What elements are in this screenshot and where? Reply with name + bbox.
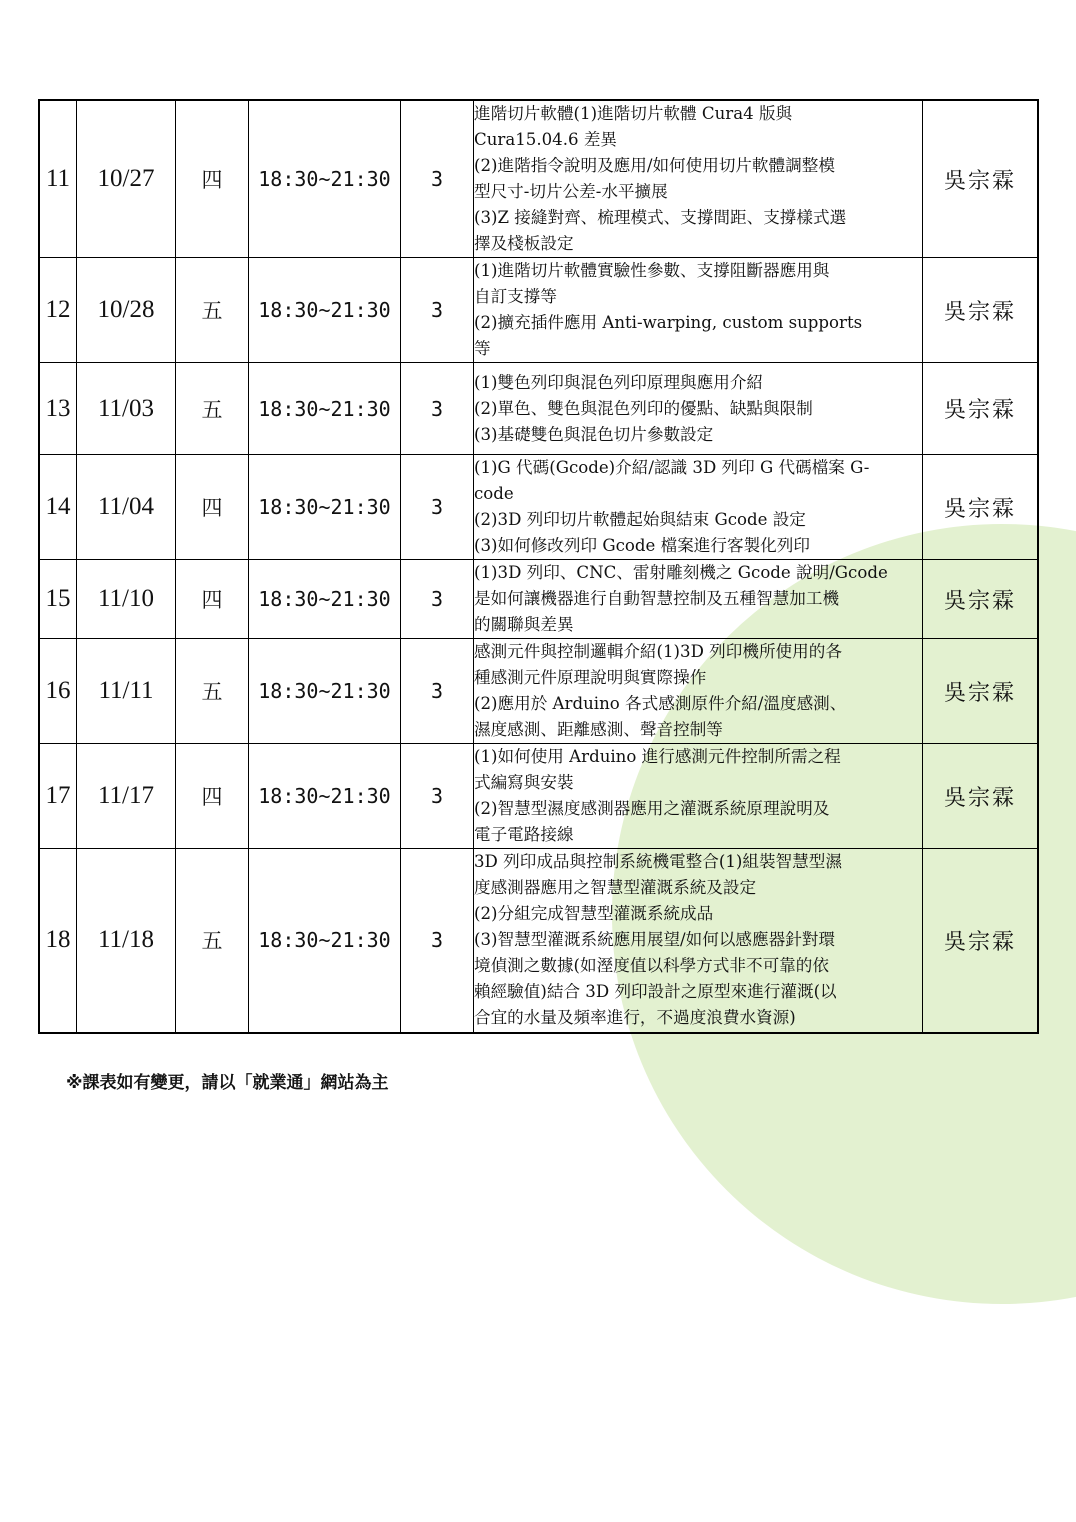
content-line: (3)Z 接縫對齊、梳理模式、支撐間距、支撐樣式選 <box>474 208 847 227</box>
table-row <box>39 258 1038 363</box>
content-line: 電子電路接線 <box>474 825 574 844</box>
session-date: 11/10 <box>77 560 176 639</box>
session-date: 10/28 <box>77 258 176 363</box>
session-date: 11/03 <box>77 363 176 455</box>
session-time: 18:30~21:30 <box>249 849 401 1033</box>
session-time: 18:30~21:30 <box>249 639 401 744</box>
session-hours: 3 <box>401 258 474 363</box>
session-hours: 3 <box>401 560 474 639</box>
content-line: (1)雙色列印與混色列印原理與應用介紹 <box>474 372 764 392</box>
session-hours: 3 <box>401 100 474 258</box>
session-weekday: 四 <box>176 455 249 560</box>
session-teacher: 吳宗霖 <box>923 455 1039 560</box>
table-row <box>39 455 1038 560</box>
session-number: 17 <box>39 744 77 849</box>
session-time: 18:30~21:30 <box>249 455 401 560</box>
content-line: 度感測器應用之智慧型灌溉系統及設定 <box>474 878 757 898</box>
session-content <box>474 363 923 455</box>
table-row <box>39 100 1038 258</box>
session-content <box>474 258 923 363</box>
table-row <box>39 849 1038 1033</box>
content-line: (2)3D 列印切片軟體起始與結束 Gcode 設定 <box>474 510 806 529</box>
content-line: (2)分組完成智慧型灌溉系統成品 <box>474 904 714 924</box>
session-number: 15 <box>39 560 77 639</box>
session-hours: 3 <box>401 744 474 849</box>
content-line: (1)進階切片軟體實驗性參數、支撐阻斷器應用與 <box>474 261 830 280</box>
session-teacher: 吳宗霖 <box>923 100 1039 258</box>
session-content <box>474 744 923 849</box>
session-hours: 3 <box>401 849 474 1033</box>
session-number: 16 <box>39 639 77 744</box>
session-hours: 3 <box>401 363 474 455</box>
session-weekday: 五 <box>176 639 249 744</box>
content-line: (3)如何修改列印 Gcode 檔案進行客製化列印 <box>474 536 810 555</box>
table-row <box>39 744 1038 849</box>
session-teacher: 吳宗霖 <box>923 849 1039 1033</box>
session-number: 11 <box>39 100 77 258</box>
session-time: 18:30~21:30 <box>249 744 401 849</box>
content-line: 合宜的水量及頻率進行，不過度浪費水資源) <box>474 1008 796 1028</box>
session-date: 10/27 <box>77 100 176 258</box>
session-number: 18 <box>39 849 77 1033</box>
content-line: Cura15.04.6 差異 <box>474 130 618 149</box>
session-number: 13 <box>39 363 77 455</box>
table-row <box>39 363 1038 455</box>
content-line: 濕度感測、距離感測、聲音控制等 <box>474 720 723 739</box>
session-teacher: 吳宗霖 <box>923 639 1039 744</box>
session-content <box>474 100 923 258</box>
content-line: 自訂支撐等 <box>474 287 557 306</box>
session-teacher: 吳宗霖 <box>923 744 1039 849</box>
session-weekday: 四 <box>176 100 249 258</box>
session-time: 18:30~21:30 <box>249 258 401 363</box>
content-line: 進階切片軟體(1)進階切片軟體 Cura4 版與 <box>474 104 793 123</box>
content-line: 境偵測之數據(如溼度值以科學方式非不可靠的依 <box>474 956 829 976</box>
content-line: (1)3D 列印、CNC、雷射雕刻機之 Gcode 說明/Gcode <box>474 563 888 582</box>
session-hours: 3 <box>401 639 474 744</box>
session-content <box>474 639 923 744</box>
session-time: 18:30~21:30 <box>249 100 401 258</box>
table-row <box>39 560 1038 639</box>
session-date: 11/11 <box>77 639 176 744</box>
content-line: code <box>474 484 514 503</box>
session-weekday: 五 <box>176 849 249 1033</box>
session-date: 11/17 <box>77 744 176 849</box>
content-line: 式編寫與安裝 <box>474 773 574 792</box>
content-line: (3)智慧型灌溉系統應用展望/如何以感應器針對環 <box>474 930 835 950</box>
content-line: 3D 列印成品與控制系統機電整合(1)組裝智慧型濕 <box>474 852 842 872</box>
table-row <box>39 639 1038 744</box>
content-line: (1)G 代碼(Gcode)介紹/認識 3D 列印 G 代碼檔案 G- <box>474 458 870 477</box>
session-time: 18:30~21:30 <box>249 560 401 639</box>
content-line: 擇及棧板設定 <box>474 234 574 253</box>
content-line: (2)智慧型濕度感測器應用之灌溉系統原理說明及 <box>474 799 830 818</box>
content-line: (2)進階指令說明及應用/如何使用切片軟體調整模 <box>474 156 835 175</box>
session-weekday: 五 <box>176 258 249 363</box>
content-line: 感測元件與控制邏輯介紹(1)3D 列印機所使用的各 <box>474 642 842 661</box>
session-teacher: 吳宗霖 <box>923 560 1039 639</box>
content-line: 賴經驗值)結合 3D 列印設計之原型來進行灌溉(以 <box>474 982 837 1002</box>
session-hours: 3 <box>401 455 474 560</box>
course-schedule-table <box>38 99 1039 1034</box>
session-content <box>474 455 923 560</box>
schedule-change-note: ※課表如有變更，請以「就業通」網站為主 <box>66 1073 389 1093</box>
content-line: 的關聯與差異 <box>474 615 574 634</box>
session-time: 18:30~21:30 <box>249 363 401 455</box>
content-line: 種感測元件原理說明與實際操作 <box>474 668 707 687</box>
content-line: (1)如何使用 Arduino 進行感測元件控制所需之程 <box>474 747 841 766</box>
session-date: 11/04 <box>77 455 176 560</box>
content-line: (2)應用於 Arduino 各式感測原件介紹/溫度感測、 <box>474 694 847 713</box>
session-teacher: 吳宗霖 <box>923 258 1039 363</box>
content-line: (2)單色、雙色與混色列印的優點、缺點與限制 <box>474 398 813 418</box>
content-line: 是如何讓機器進行自動智慧控制及五種智慧加工機 <box>474 589 840 608</box>
content-line: 型尺寸-切片公差-水平擴展 <box>474 182 668 201</box>
session-number: 12 <box>39 258 77 363</box>
content-line: (2)擴充插件應用 Anti-warping, custom supports <box>474 313 863 332</box>
session-weekday: 五 <box>176 363 249 455</box>
session-content <box>474 560 923 639</box>
session-teacher: 吳宗霖 <box>923 363 1039 455</box>
session-content <box>474 849 923 1033</box>
content-line: (3)基礎雙色與混色切片參數設定 <box>474 424 714 444</box>
session-date: 11/18 <box>77 849 176 1033</box>
session-weekday: 四 <box>176 560 249 639</box>
session-number: 14 <box>39 455 77 560</box>
content-line: 等 <box>474 339 491 358</box>
session-weekday: 四 <box>176 744 249 849</box>
